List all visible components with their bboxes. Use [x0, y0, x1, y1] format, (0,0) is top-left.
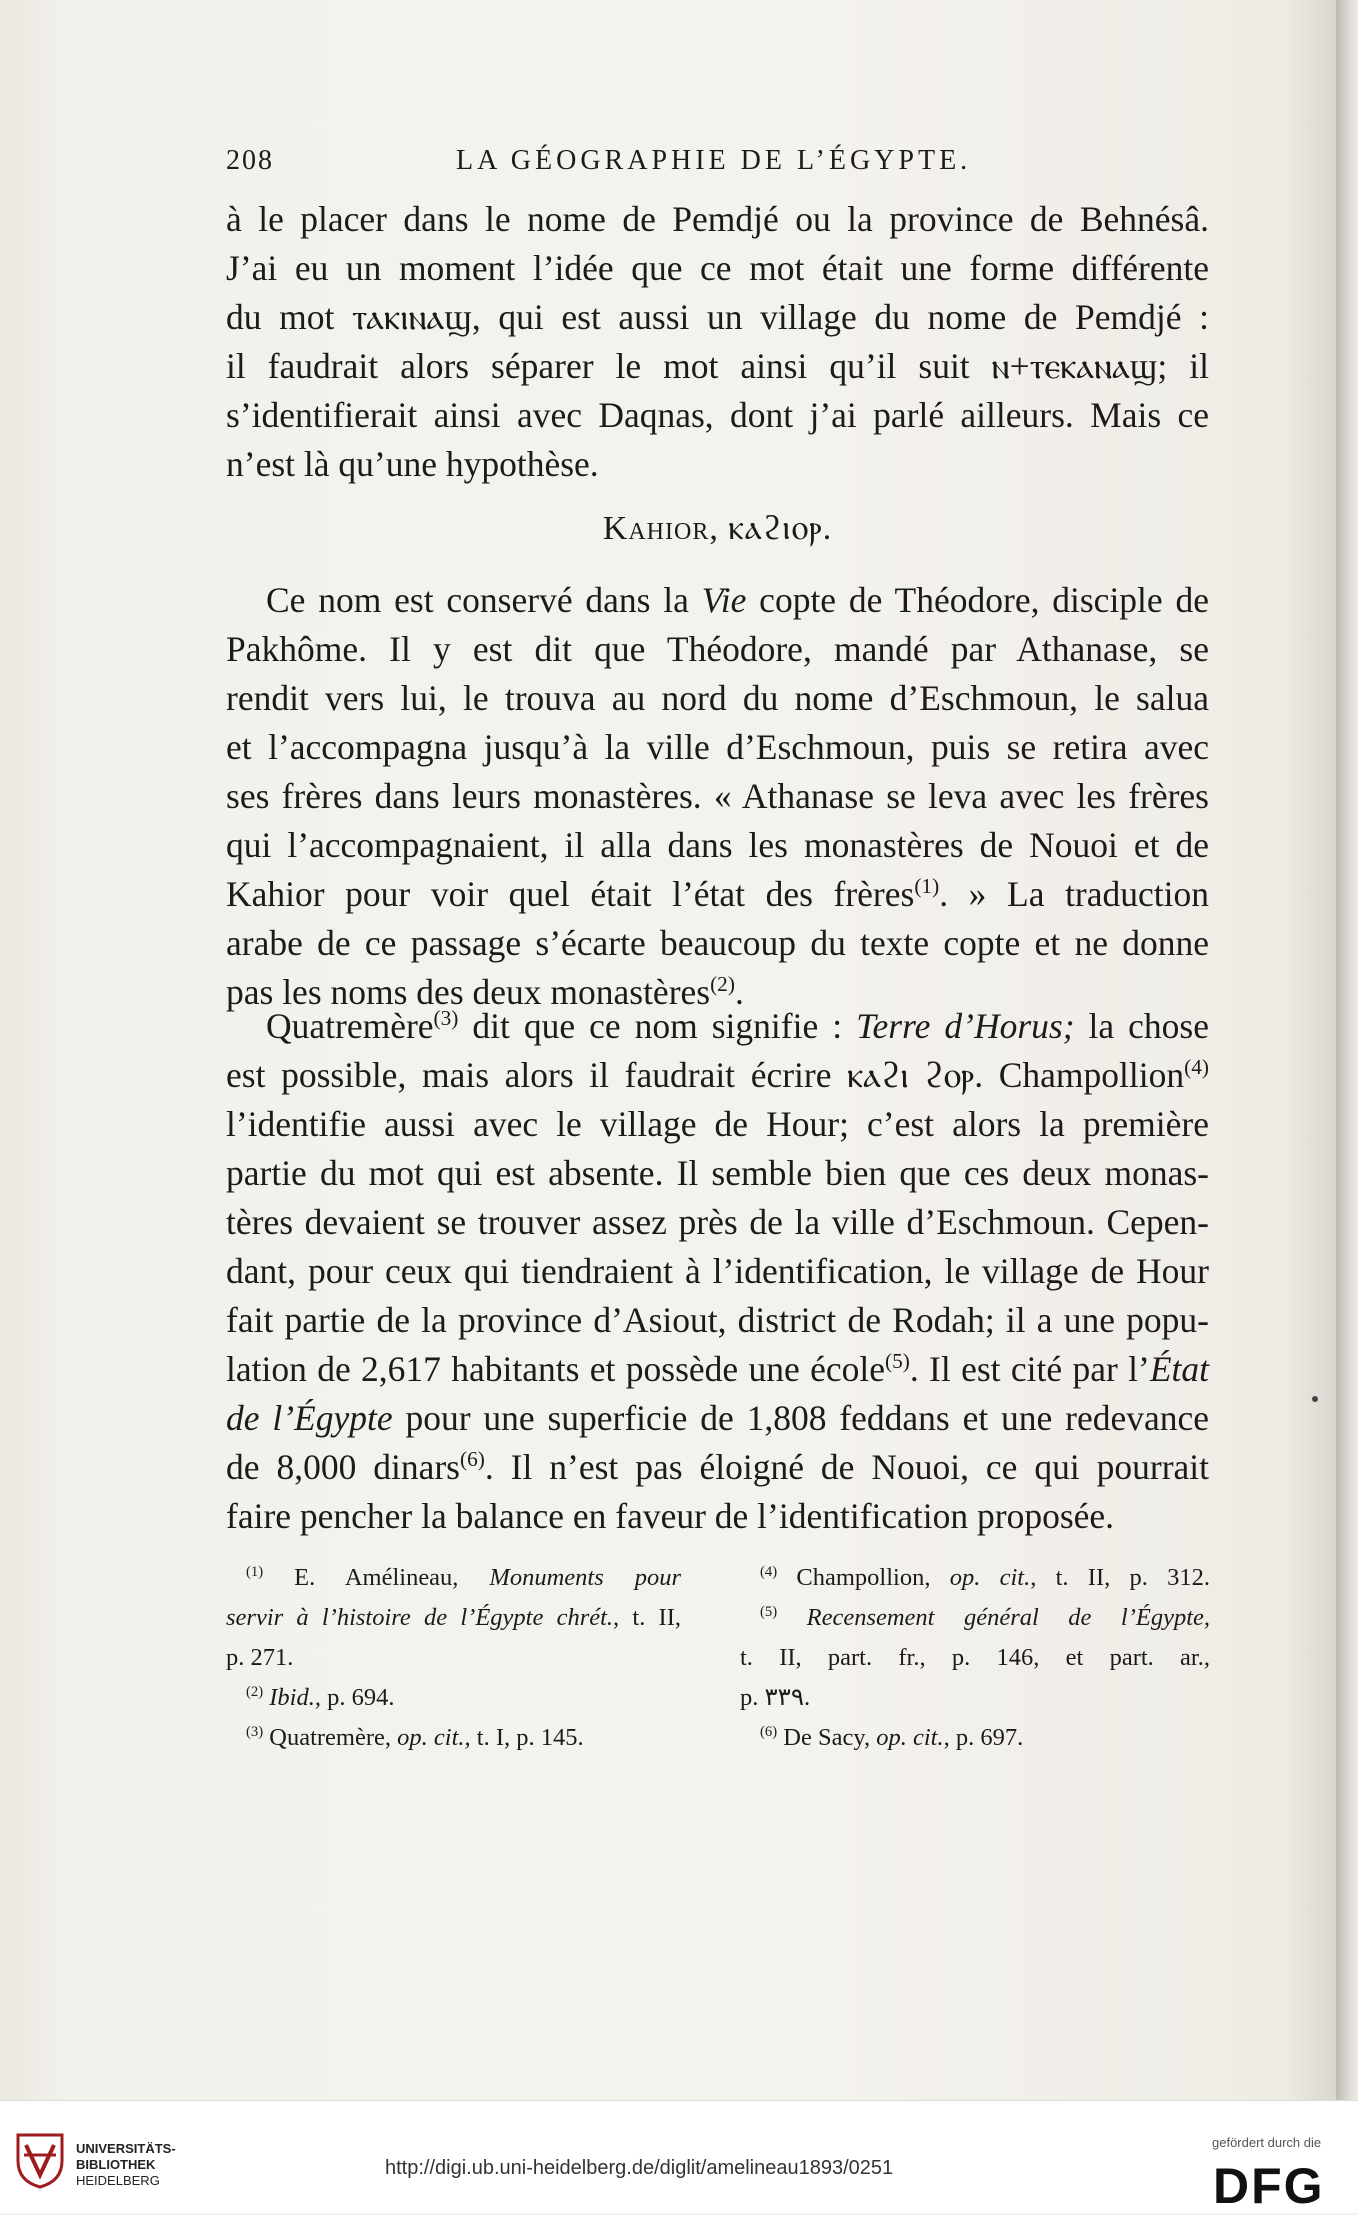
- text-line: partie du mot qui est absente. Il semble bien que ces deux monas-: [226, 1153, 1209, 1193]
- text-line: dant, pour ceux qui tiendraient à l’identification, le village de Hour: [226, 1251, 1209, 1291]
- dfg-logo: DFG: [1213, 2158, 1325, 2214]
- text-line: arabe de ce passage s’écarte beaucoup du texte copte et ne donne: [226, 923, 1209, 963]
- footnote-ref: (4): [1184, 1055, 1209, 1080]
- text-line: de l’Égypte pour une superficie de 1,808 feddans et une redevance: [226, 1398, 1209, 1438]
- text-line: Ce nom est conservé dans la Vie copte de Théodore, disciple de: [266, 580, 1209, 620]
- text-line: à le placer dans le nome de Pemdjé ou la province de Behnésâ.: [226, 199, 1209, 239]
- text-line: lation de 2,617 habitants et possède une école$^{(5)}$. Il est cité par l’État: [226, 1349, 1209, 1389]
- footnote-ref: (1): [914, 874, 940, 899]
- footnote-1-cont: servir à l’histoire de l’Égypte chrét., t. II,: [226, 1604, 682, 1631]
- text-line: est possible, mais alors il faudrait écrire ⲕⲁϩⲓ ϩⲟⲣ. Champollion$^{(4)}$: [226, 1055, 1209, 1095]
- paragraph-1: [226, 195, 1209, 489]
- text-line: l’identifie aussi avec le village de Hour; c’est alors la première: [226, 1104, 1209, 1144]
- text-line: il faudrait alors séparer le mot ainsi qu’il suit ⲛ+ⲧⲉⲕⲁⲛⲁϣ; il: [226, 346, 1209, 386]
- funding-label: gefördert durch die: [1212, 2135, 1322, 2150]
- footnote-5-cont: p. ٣٣٩.: [740, 1684, 811, 1711]
- footnote-1: $^{(1)}$ E. Amélineau, Monuments pour: [246, 1563, 681, 1591]
- footnote-4: $^{(4)}$ Champollion, op. cit., t. II, p. 312.: [760, 1563, 1210, 1591]
- text-line: J’ai eu un moment l’idée que ce mot était une forme différente: [226, 248, 1209, 288]
- footnote-1-cont: p. 271.: [226, 1644, 294, 1671]
- viewer-footer: [0, 2100, 1358, 2213]
- footnote-2: $^{(2)}$ Ibid., p. 694.: [246, 1683, 395, 1711]
- footnote-5: $^{(5)}$ Recensement général de l’Égypte,: [760, 1603, 1210, 1631]
- text-line: qui l’accompagnaient, il alla dans les monastères de Nouoi et de: [226, 825, 1209, 865]
- paragraph-2: [226, 576, 1209, 1017]
- scan-speck: [1312, 1396, 1318, 1402]
- text-line: n’est là qu’une hypothèse.: [226, 444, 599, 484]
- footnotes-left: [226, 1558, 681, 1758]
- page-edge: [1336, 0, 1358, 2100]
- footnote-3: $^{(3)}$ Quatremère, op. cit., t. I, p. 145.: [246, 1723, 584, 1751]
- text-line: faire pencher la balance en faveur de l’identification proposée.: [226, 1496, 1115, 1536]
- text-line: de 8,000 dinars$^{(6)}$. Il n’est pas éloigné de Nouoi, ce qui pourrait: [226, 1447, 1210, 1487]
- permalink-url[interactable]: http://digi.ub.uni-heidelberg.de/diglit/amelineau1893/0251: [385, 2157, 894, 2179]
- text-line: Pakhôme. Il y est dit que Théodore, mandé par Athanase, se: [226, 629, 1209, 669]
- footnote-ref: (3): [433, 1006, 459, 1031]
- text-line: du mot ⲧⲁⲕⲓⲛⲁϣ, qui est aussi un village du nome de Pemdjé :: [226, 297, 1209, 337]
- section-heading-name: Kahior: [602, 510, 710, 547]
- footnote-ref: (5): [884, 1349, 910, 1374]
- text-line: rendit vers lui, le trouva au nord du nome d’Eschmoun, le salua: [226, 678, 1209, 718]
- text-line: s’identifierait ainsi avec Daqnas, dont j’ai parlé ailleurs. Mais ce: [226, 395, 1209, 435]
- footnotes-right: [740, 1558, 1210, 1758]
- footnote-ref: (6): [460, 1447, 485, 1472]
- text-line: et l’accompagna jusqu’à la ville d’Eschmoun, puis se retira avec: [226, 727, 1209, 767]
- footnote-6: $^{(6)}$ De Sacy, op. cit., p. 697.: [760, 1723, 1024, 1751]
- footnote-ref: (2): [710, 972, 735, 997]
- section-heading-coptic: ⲕⲁϩⲓⲟⲣ.: [728, 510, 833, 547]
- text-line: Quatremère$^{(3)}$ dit que ce nom signifie : Terre d’Horus; la chose: [266, 1006, 1209, 1046]
- running-header: [226, 145, 1126, 185]
- university-seal-icon: [14, 2131, 66, 2194]
- paragraph-3: [226, 1002, 1209, 1541]
- text-line: Kahior pour voir quel était l’état des frères$^{(1)}$. » La traduction: [226, 874, 1209, 914]
- section-heading: Kahior, ⲕⲁϩⲓⲟⲣ.: [602, 510, 833, 547]
- text-line: pas les noms des deux monastères$^{(2)}$.: [226, 972, 744, 1012]
- running-title: LA GÉOGRAPHIE DE L’ÉGYPTE.: [456, 145, 972, 176]
- library-name: UNIVERSITÄTS- BIBLIOTHEK HEIDELBERG: [76, 2141, 176, 2188]
- text-line: tères devaient se trouver assez près de la ville d’Eschmoun. Cepen-: [226, 1202, 1209, 1242]
- footnote-5-cont: t. II, part. fr., p. 146, et part. ar.,: [740, 1644, 1210, 1671]
- text-line: fait partie de la province d’Asiout, district de Rodah; il a une popu-: [226, 1300, 1209, 1340]
- text-line: ses frères dans leurs monastères. « Athanase se leva avec les frères: [226, 776, 1209, 816]
- page-number: 208: [226, 145, 274, 176]
